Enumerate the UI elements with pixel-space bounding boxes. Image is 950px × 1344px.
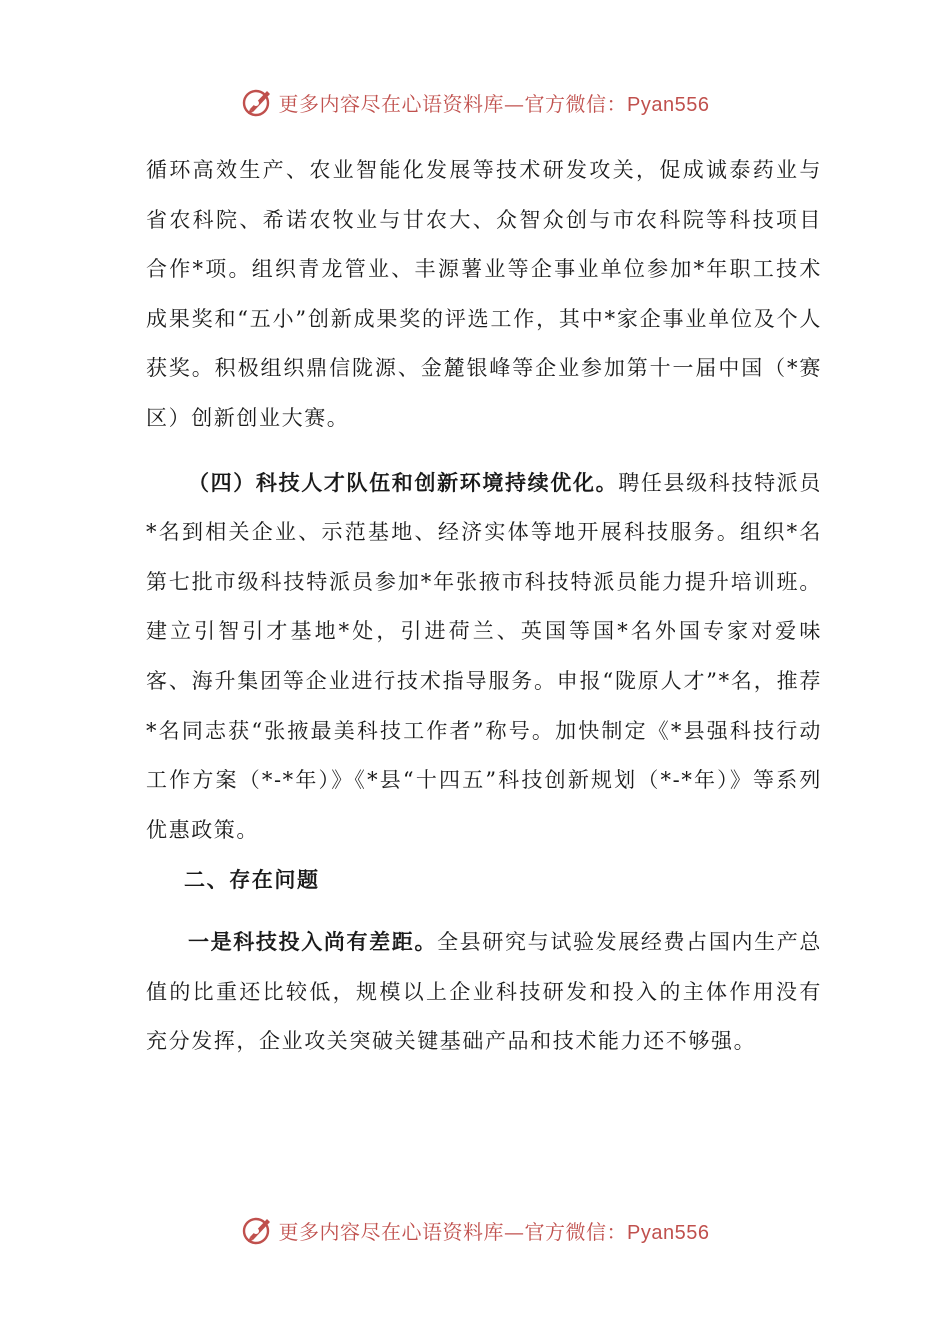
- document-body: [146, 146, 822, 1067]
- pen-circle-logo-icon: [241, 85, 275, 119]
- pen-circle-logo-icon: [241, 1213, 275, 1247]
- paragraph-talent: [146, 458, 822, 856]
- paragraph-investment: [146, 917, 822, 1067]
- banner-text: 更多内容尽在心语资料库—官方微信：Pyan556: [278, 91, 710, 116]
- section-heading-problems: 二、存在问题: [184, 867, 320, 893]
- header-banner: [0, 82, 950, 122]
- section-lead-four: （四）科技人才队伍和创新环境持续优化。: [188, 469, 619, 495]
- paragraph-talent-body: 聘任县级科技特派员*名到相关企业、示范基地、经济实体等地开展科技服务。组织*名第七批市级科技特派员参加*年张掖市科技特派员能力提升培训班。建立引智引才基地*处，引进荷兰、英国等国*名外国专家对爱味客、海升集团等企业进行技术指导服务。申报“陇原人才”*名，推荐*名同志获“张掖最美科技工作者”称号。加快制定《*县强科技行动工作方案（*-*年）》《*县“十四五”科技创新规划（*-*年）》等系列优惠政策。: [146, 470, 822, 842]
- banner-text: 更多内容尽在心语资料库—官方微信：Pyan556: [278, 1219, 710, 1244]
- problem-lead-one: 一是科技投入尚有差距。: [188, 928, 438, 954]
- footer-banner: [0, 1210, 950, 1250]
- paragraph-investment-body: 全县研究与试验发展经费占国内生产总值的比重还比较低，规模以上企业科技研发和投入的主体作用没有充分发挥，企业攻关突破关键基础产品和技术能力还不够强。: [146, 929, 822, 1054]
- paragraph-continued: 循环高效生产、农业智能化发展等技术研发攻关，促成诚泰药业与省农科院、希诺农牧业与甘农大、众智众创与市农科院等科技项目合作*项。组织青龙管业、丰源薯业等企事业单位参加*年职工技术成果奖和“五小”创新成果奖的评选工作，其中*家企事业单位及个人获奖。积极组织鼎信陇源、金麓银峰等企业参加第十一届中国（*赛区）创新创业大赛。: [146, 158, 822, 430]
